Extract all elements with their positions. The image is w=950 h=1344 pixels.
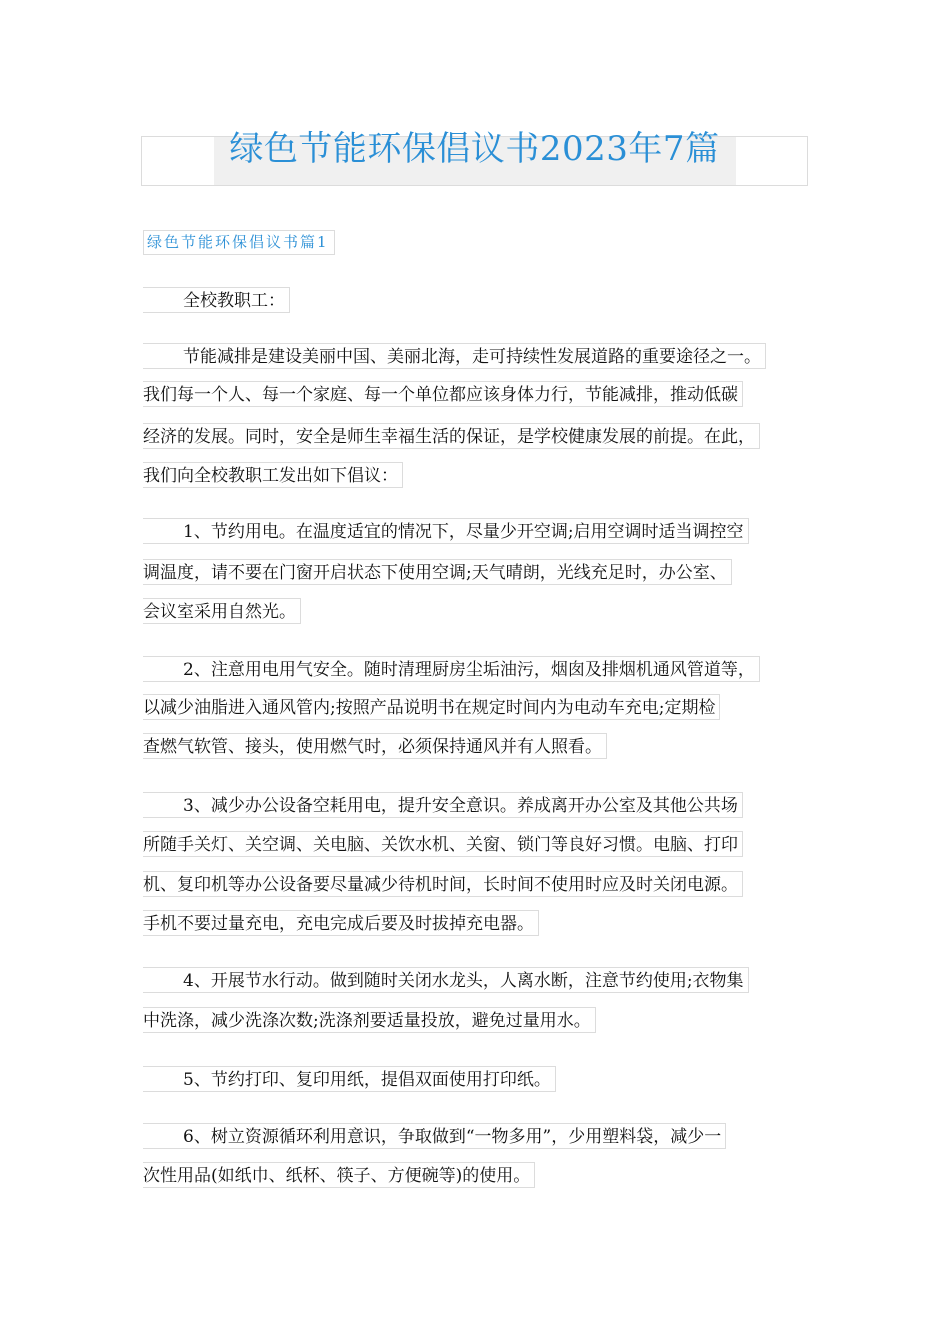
document-title: 绿色节能环保倡议书2023年7篇 (229, 129, 720, 169)
body-line: 机、复印机等办公设备要尽量减少待机时间，长时间不使用时应及时关闭电源。 (143, 871, 743, 897)
body-line: 4、开展节水行动。做到随时关闭水龙头，人离水断，注意节约使用;衣物集 (143, 967, 749, 993)
body-line: 查燃气软管、接头，使用燃气时，必须保持通风并有人照看。 (143, 733, 607, 759)
body-line: 5、节约打印、复印用纸，提倡双面使用打印纸。 (143, 1066, 556, 1092)
body-line: 调温度，请不要在门窗开启状态下使用空调;天气晴朗，光线充足时，办公室、 (143, 559, 732, 585)
body-line: 我们向全校教职工发出如下倡议： (143, 462, 403, 488)
body-line: 中洗涤，减少洗涤次数;洗涤剂要适量投放，避免过量用水。 (143, 1007, 596, 1033)
body-line: 2、注意用电用气安全。随时清理厨房尘垢油污，烟囱及排烟机通风管道等， (143, 656, 760, 682)
body-line: 手机不要过量充电，充电完成后要及时拔掉充电器。 (143, 910, 539, 936)
body-line: 6、树立资源循环利用意识，争取做到“一物多用”，少用塑料袋，减少一 (143, 1123, 726, 1149)
body-line: 以减少油脂进入通风管内;按照产品说明书在规定时间内为电动车充电;定期检 (143, 694, 720, 720)
body-line: 经济的发展。同时，安全是师生幸福生活的保证，是学校健康发展的前提。在此， (143, 423, 760, 449)
body-line: 3、减少办公设备空耗用电，提升安全意识。养成离开办公室及其他公共场 (143, 792, 743, 818)
body-line: 节能减排是建设美丽中国、美丽北海，走可持续性发展道路的重要途径之一。 (143, 343, 766, 369)
section-heading: 绿色节能环保倡议书篇1 (143, 230, 335, 255)
body-line: 会议室采用自然光。 (143, 598, 301, 624)
body-line: 次性用品(如纸巾、纸杯、筷子、方便碗等)的使用。 (143, 1162, 535, 1188)
body-line: 全校教职工： (143, 287, 290, 313)
body-line: 我们每一个人、每一个家庭、每一个单位都应该身体力行，节能减排，推动低碳 (143, 381, 743, 407)
body-line: 所随手关灯、关空调、关电脑、关饮水机、关窗、锁门等良好习惯。电脑、打印 (143, 831, 743, 857)
body-line: 1、节约用电。在温度适宜的情况下，尽量少开空调;启用空调时适当调控空 (143, 518, 749, 544)
